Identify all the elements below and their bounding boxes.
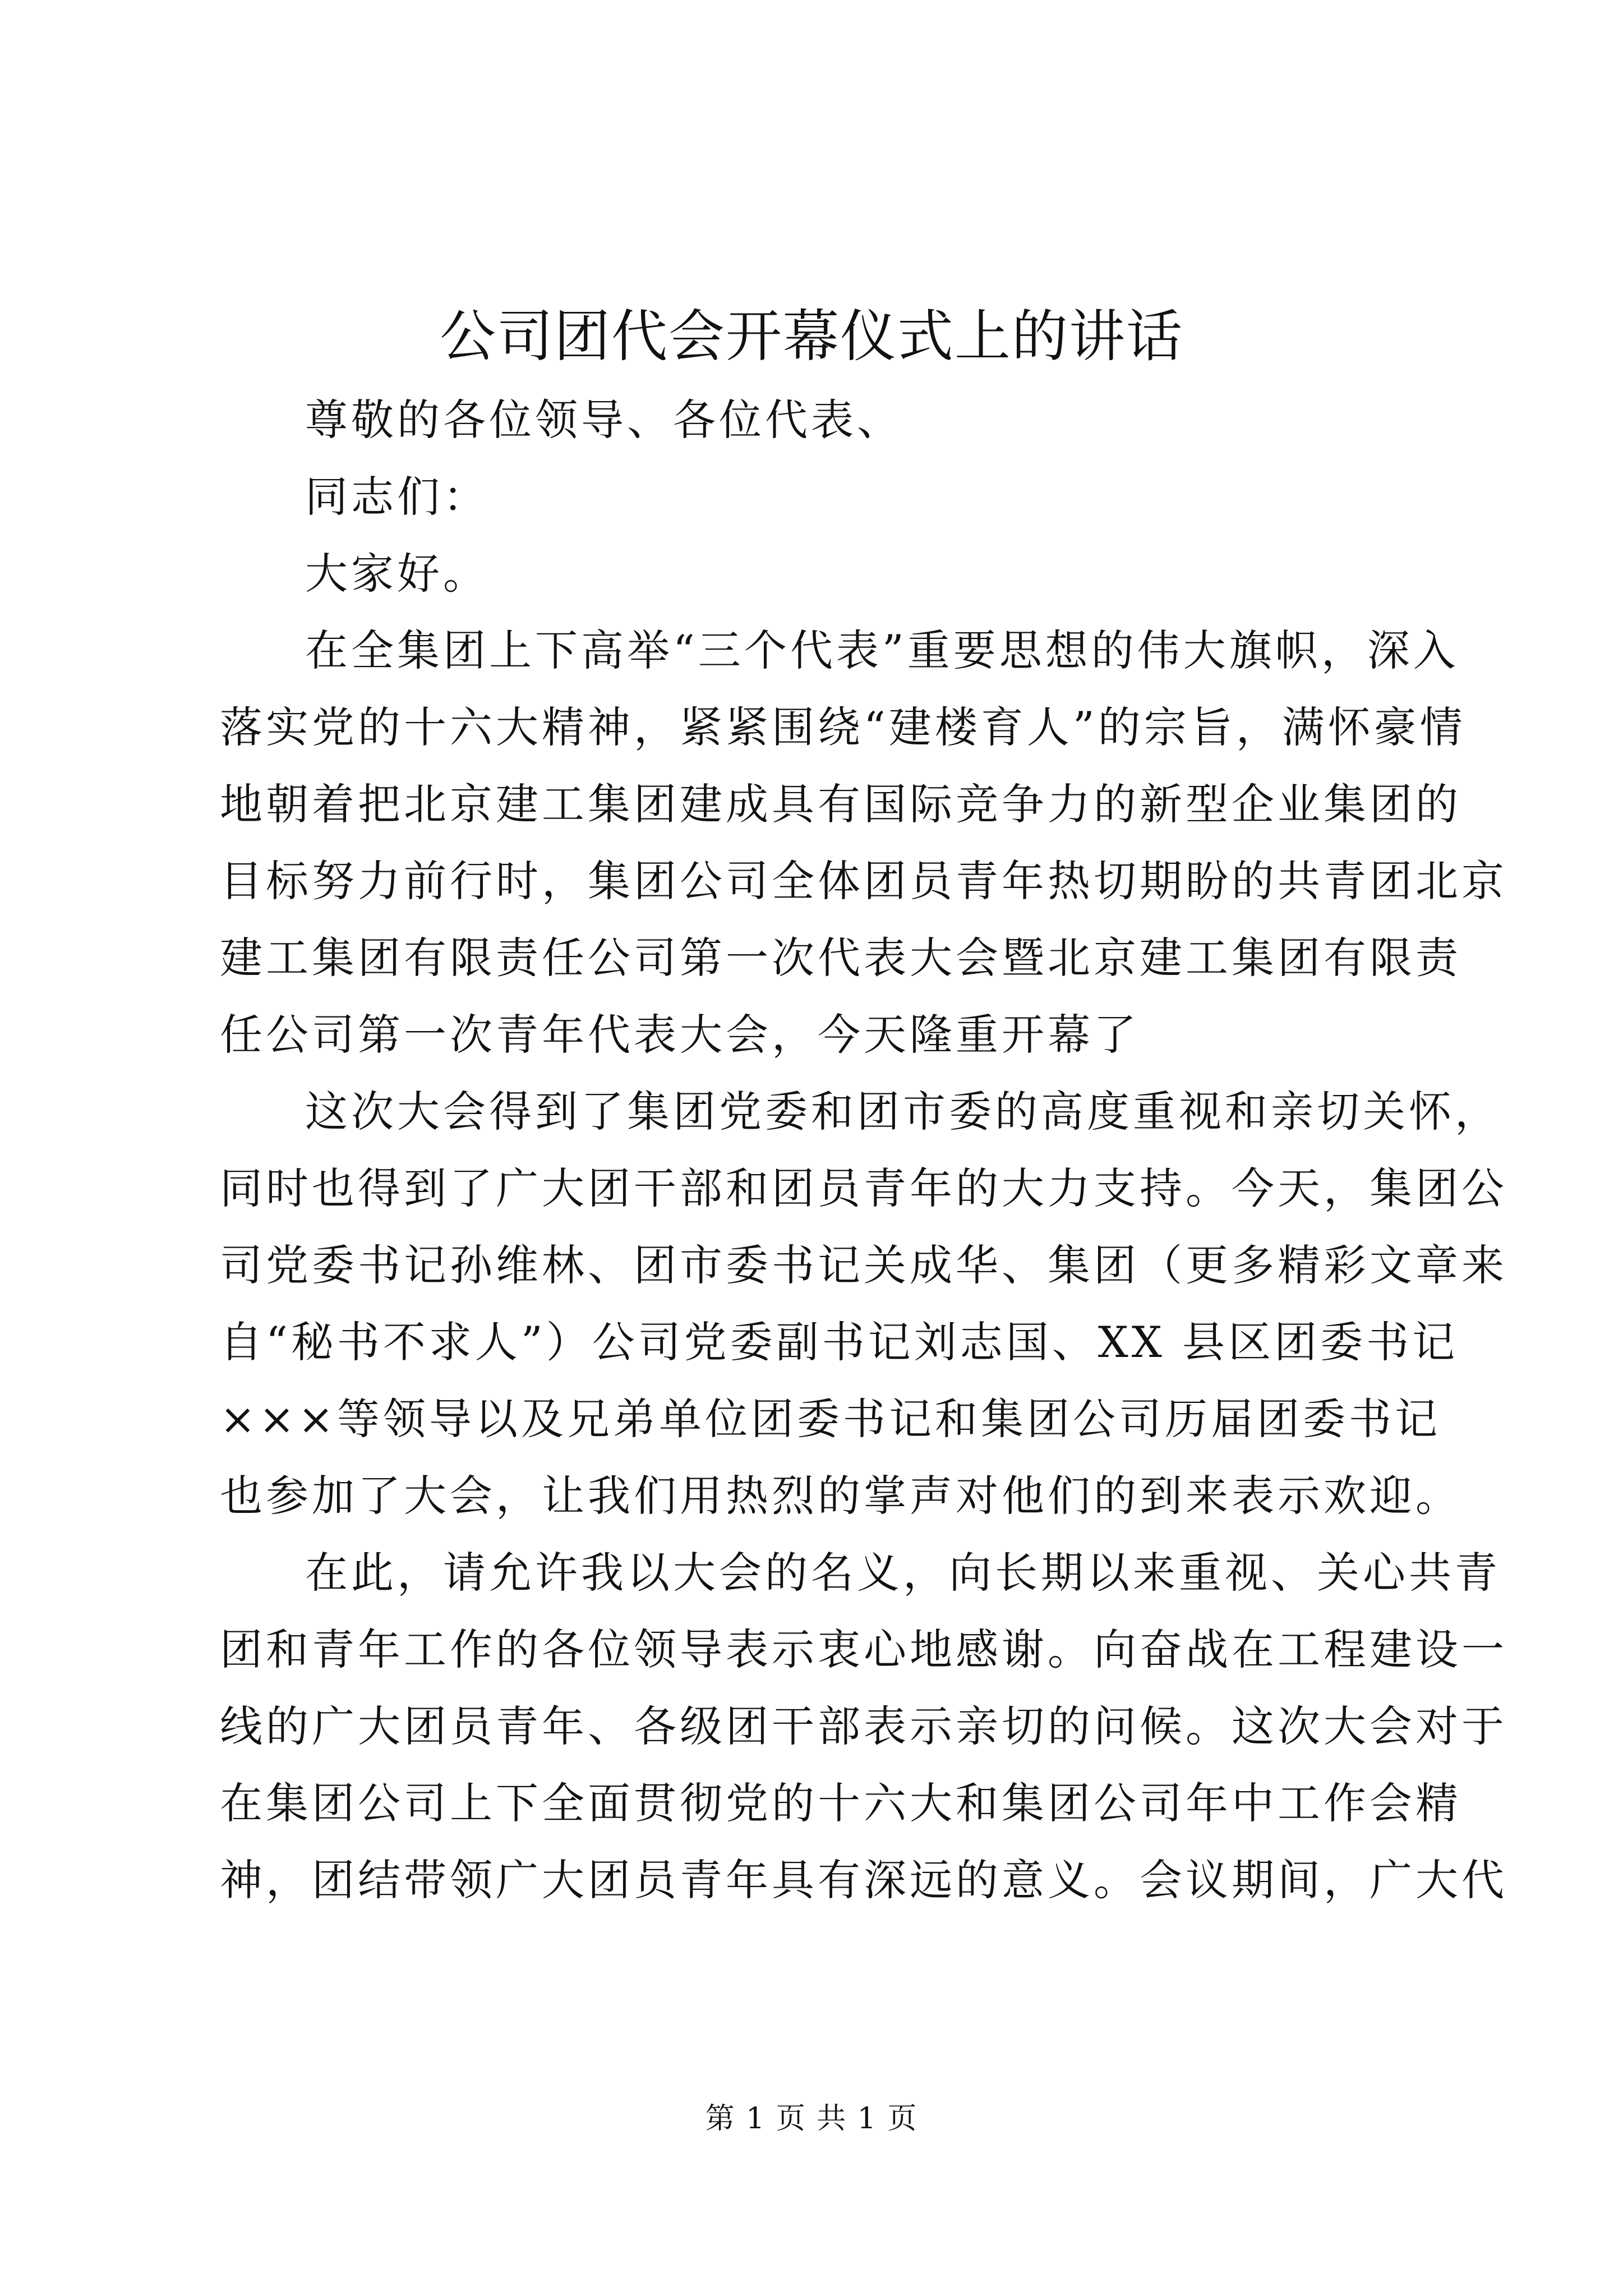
document-body bbox=[220, 381, 1507, 1918]
page-footer: 第 1 页 共 1 页 bbox=[705, 2102, 918, 2136]
text-line: 同时也得到了广大团干部和团员青年的大力支持。今天，集团公 bbox=[220, 1163, 1507, 1213]
text-line: 也参加了大会，让我们用热烈的掌声对他们的到来表示欢迎。 bbox=[220, 1471, 1461, 1521]
text-line: 落实党的十六大精神，紧紧围绕“建楼育人”的宗旨，满怀豪情 bbox=[220, 702, 1466, 752]
text-line: 地朝着把北京建工集团建成具有国际竞争力的新型企业集团的 bbox=[220, 779, 1461, 829]
text-line: 在集团公司上下全面贯彻党的十六大和集团公司年中工作会精 bbox=[220, 1778, 1461, 1828]
text-line: ×××等领导以及兄弟单位团委书记和集团公司历届团委书记 bbox=[220, 1394, 1441, 1444]
text-line: 这次大会得到了集团党委和团市委的高度重视和亲切关怀， bbox=[305, 1087, 1501, 1137]
text-line: 建工集团有限责任公司第一次代表大会暨北京建工集团有限责 bbox=[220, 933, 1461, 983]
text-line: 司党委书记孙维林、团市委书记关成华、集团（更多精彩文章来 bbox=[220, 1240, 1507, 1290]
text-line: 尊敬的各位领导、各位代表、 bbox=[305, 395, 903, 445]
text-line: 自“秘书不求人”）公司党委副书记刘志国、XX 县区团委书记 bbox=[220, 1317, 1459, 1367]
text-line: 任公司第一次青年代表大会，今天隆重开幕了 bbox=[220, 1010, 1140, 1060]
text-line: 团和青年工作的各位领导表示衷心地感谢。向奋战在工程建设一 bbox=[220, 1625, 1507, 1674]
text-line: 同志们： bbox=[305, 472, 489, 522]
text-line: 在此，请允许我以大会的名义，向长期以来重视、关心共青 bbox=[305, 1548, 1501, 1598]
text-line: 神，团结带领广大团员青年具有深远的意义。会议期间，广大代 bbox=[220, 1855, 1507, 1905]
text-line: 线的广大团员青年、各级团干部表示亲切的问候。这次大会对于 bbox=[220, 1701, 1507, 1751]
text-line: 目标努力前行时，集团公司全体团员青年热切期盼的共青团北京 bbox=[220, 856, 1507, 906]
text-line: 大家好。 bbox=[305, 549, 489, 599]
text-line: 在全集团上下高举“三个代表”重要思想的伟大旗帜，深入 bbox=[305, 625, 1459, 675]
document-title: 公司团代会开幕仪式上的讲话 bbox=[440, 303, 1183, 369]
